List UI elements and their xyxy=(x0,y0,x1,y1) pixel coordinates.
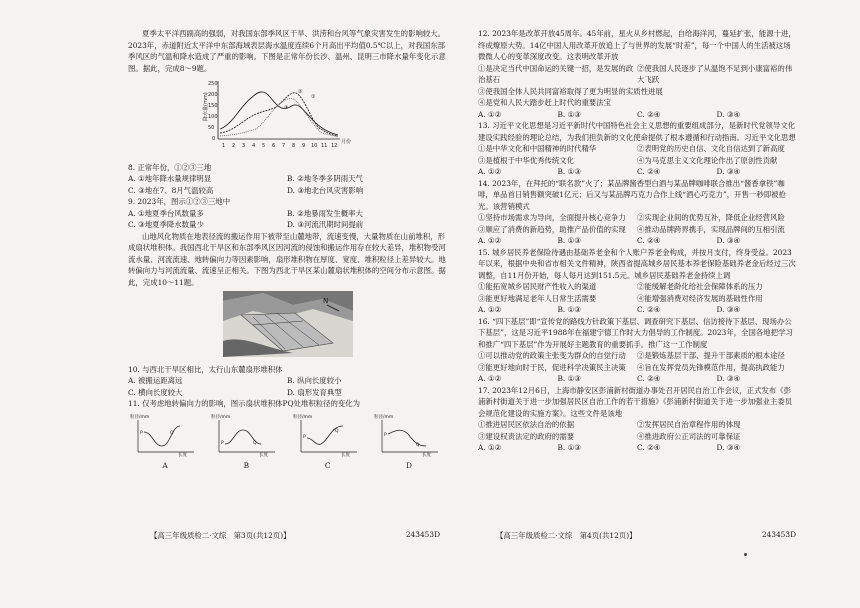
svg-text:长度: 长度 xyxy=(178,452,187,458)
q12-answers xyxy=(478,109,796,121)
q15-option-c[interactable]: C. ②④ xyxy=(637,305,661,314)
left-footer xyxy=(150,530,440,541)
q17-answers xyxy=(478,442,796,454)
ytick: 200 xyxy=(208,92,218,98)
svg-text:P: P xyxy=(140,430,143,436)
q17-option-d[interactable]: D. ③④ xyxy=(716,443,741,452)
q14-answers xyxy=(478,235,796,247)
q15-answers xyxy=(478,304,796,316)
svg-text:Q: Q xyxy=(253,440,257,446)
svg-text:粒径/mm: 粒径/mm xyxy=(130,414,150,420)
q14-item-1: ①坚持市场需求为导向，全面提升核心竞争力 xyxy=(478,213,626,222)
q8-option-a[interactable]: A. ①地年降水量规律明显 xyxy=(128,174,212,183)
xtick: 9 xyxy=(302,143,306,149)
q14-opts-row2 xyxy=(478,224,796,236)
right-footer xyxy=(496,530,796,541)
q16-item-4: ④旨在发挥党员先锋模范作用，提高执政能力 xyxy=(637,362,785,372)
q12-opts-row1 xyxy=(478,63,796,86)
q16-option-a[interactable]: A. ①② xyxy=(478,374,502,383)
q16-option-b[interactable]: B. ①③ xyxy=(557,374,581,383)
x-unit: 月份 xyxy=(341,139,352,145)
q16-opts-row1 xyxy=(478,350,796,362)
right-footer-code: 243453D xyxy=(761,530,796,539)
q13-opts-row1 xyxy=(478,143,796,155)
left-footer-code: 243453D xyxy=(405,530,440,539)
q15-opts-row2 xyxy=(478,293,796,305)
q17-stem: 17. 2023年12月6日，上海市静安区彭浦新村街道办事处召开居民自治工作会议，正式发布《彭浦新村街道关于进一步加强居民区自治工作的若干措施》《彭浦新村街道关于进一步加强业主委员会规范化建设的实施方案》。这些文件是该地 xyxy=(478,385,793,418)
q11-graph-a[interactable] xyxy=(128,412,202,472)
ytick: 150 xyxy=(208,103,218,109)
xtick: 1 xyxy=(222,143,226,149)
q10-option-a[interactable]: A. 被搬运距离远 xyxy=(128,376,183,385)
q16-stem: 16. “四下基层”即“宣传党的路线方针政策下基层、调查研究下基层、信访接待下基层、现场办公下基层”，这是习近平1988年在福建宁德工作时大力倡导的工作制度。2023年，全国各地把学习和推广“四下基层”作为开展好主题教育的重要抓手。推广这一工作制度 xyxy=(478,316,793,349)
alluvial-fan-svg xyxy=(223,291,353,357)
precip-chart xyxy=(198,77,446,159)
q9-option-d[interactable]: D. ③河流汛期时间提前 xyxy=(287,220,364,229)
north-label: N xyxy=(323,297,329,305)
q12-item-4: ④是党和人民大踏步赶上时代的重要法宝 xyxy=(478,98,612,107)
xtick: 12 xyxy=(331,143,338,149)
ytick: 250 xyxy=(208,81,218,87)
q17-option-a[interactable]: A. ①② xyxy=(478,443,502,452)
q17-option-c[interactable]: C. ②④ xyxy=(637,443,661,452)
q8-options-2 xyxy=(128,185,446,197)
svg-text:Q: Q xyxy=(415,442,420,448)
svg-text:粒径/mm: 粒径/mm xyxy=(292,414,312,420)
svg-text:P: P xyxy=(302,434,306,440)
svg-text:粒径/mm: 粒径/mm xyxy=(373,414,394,420)
q13-item-2: ②表明党的历史自信、文化自信达到了新高度 xyxy=(637,144,785,153)
svg-text:长度: 长度 xyxy=(259,452,269,458)
q11-graph-b[interactable] xyxy=(209,412,283,472)
q14-item-3: ③顺应了消费的新趋势，助推产品价值的实现 xyxy=(478,224,626,234)
q12-opts-row2 xyxy=(478,86,796,98)
q17-opts-row2 xyxy=(478,431,796,443)
right-footer-title: 【高三年级质检二·文综 第4页(共12页)】 xyxy=(496,531,637,540)
q8-option-b[interactable]: B. ②地冬季多阴雨天气 xyxy=(287,174,363,183)
q11-graph-d-svg xyxy=(372,412,446,460)
xtick: 8 xyxy=(292,143,296,149)
svg-text:Q: Q xyxy=(334,428,339,434)
q11-stem: 11. 仅考虑地转偏向力的影响，图示扇状堆积体PQ处堆积粒径的变化为 xyxy=(128,399,361,408)
q10-options xyxy=(128,375,446,387)
q12-item-2: ②使我国人民逐步了从温饱不足到小康富裕的伟大飞跃 xyxy=(637,63,793,84)
q17-item-3: ③建设权责法定的政府的需要 xyxy=(478,431,575,441)
q11-graph-a-svg xyxy=(128,412,202,460)
q13-item-3: ③是植根于中华优秀传统文化 xyxy=(478,155,575,165)
q16-option-c[interactable]: C. ②④ xyxy=(637,374,661,383)
q8-option-d[interactable]: D. ③地北台风灾害影响 xyxy=(287,185,364,195)
q13-option-b[interactable]: B. ①③ xyxy=(557,167,581,176)
q9-options xyxy=(128,208,446,220)
q12-item-3: ③使我国全体人民共同富裕取得了更为明显的实质性进展 xyxy=(478,86,663,96)
xtick: 2 xyxy=(232,143,236,149)
q16-opts-row2 xyxy=(478,362,796,374)
svg-text:长度: 长度 xyxy=(340,452,350,458)
left-footer-title: 【高三年级质检二·文综 第3页(共12页)】 xyxy=(150,531,291,540)
q12-option-b[interactable]: B. ①③ xyxy=(557,109,581,119)
ytick: 0 xyxy=(212,136,216,142)
q11-graph-b-svg xyxy=(209,412,283,460)
q13-option-c[interactable]: C. ②④ xyxy=(637,167,661,176)
xtick: 10 xyxy=(311,143,318,149)
q9-options-2 xyxy=(128,219,446,231)
q10-option-d[interactable]: D. 扇形发育典型 xyxy=(287,387,342,397)
q14-option-c[interactable]: C. ②④ xyxy=(637,236,661,245)
q13-item-1: ①是中华文化和中国精神的时代精华 xyxy=(478,144,597,153)
left-page xyxy=(128,28,446,471)
svg-text:Q: Q xyxy=(170,430,174,436)
q17-item-2: ②发挥居民自治章程作用的体现 xyxy=(637,420,741,429)
svg-text:P: P xyxy=(221,440,225,446)
xtick: 6 xyxy=(272,143,276,149)
q8-stem: 8. 正常年份，①②③三地 xyxy=(128,162,212,172)
q14-item-4: ④推动品牌跨界携手，实现品牌间的互相引流 xyxy=(637,224,785,234)
q14-option-a[interactable]: A. ①② xyxy=(478,236,502,245)
q12-stem: 12. 2023年是改革开放45周年。45年前，星火从乡村燃起，自给海洋河，蔓延扩张，能源十进，终成燎原大势。14亿中国人用改革开放追上了与世界的发展“时差”，每一个中国人的生活被这场微微人心的变革深度改变。这表明改革开放 xyxy=(478,29,796,61)
q14-item-2: ②实现企业间的优势互补，降低企业经营风险 xyxy=(637,213,785,222)
q10-option-c[interactable]: C. 横向长度较大 xyxy=(128,387,183,397)
q9-option-b[interactable]: B. ②地暴雨发生概率大 xyxy=(287,208,363,218)
q11-graph-c-tag: C xyxy=(324,460,331,470)
q17-opts-row1 xyxy=(478,419,796,431)
svg-text:长度: 长度 xyxy=(421,452,431,458)
q11-graph-a-tag: A xyxy=(162,460,168,470)
q8-options xyxy=(128,173,446,185)
q11-graph-d-tag: D xyxy=(406,460,412,470)
q8-option-c[interactable]: C. ③地在7、8月气温较高 xyxy=(128,185,214,195)
q16-item-1: ①可以推动党的政策主张变为群众的自觉行动 xyxy=(478,351,626,360)
chart-ylabel: 降水量(mm) xyxy=(203,92,209,121)
svg-text:P: P xyxy=(383,432,387,438)
q13-stem: 13. 习近平文化思想是习近平新时代中国特色社会主义思想的重要组成部分，是新时代党领导文化建设实践经验的理论总结，为我们担负新的文化使命提供了根本遵循和行动指南。习近平文化思想 xyxy=(478,121,796,142)
precip-chart-svg xyxy=(198,77,358,155)
series-2-line xyxy=(220,93,338,136)
q9-option-c[interactable]: C. ③地夏季降水数量少 xyxy=(128,220,204,229)
q15-item-2: ②能缓解老龄化给社会保障体系的压力 xyxy=(637,282,763,291)
xtick: 4 xyxy=(252,143,256,149)
q12-item-1: ①是决定当代中国命运的关键一招，是发展的政治基石 xyxy=(478,63,634,84)
series-mark-3: ③ xyxy=(284,105,289,111)
q15-opts-row1 xyxy=(478,281,796,293)
q11-graph-b-tag: B xyxy=(243,460,250,470)
ytick: 100 xyxy=(208,114,218,120)
intro-10-11: 山地风化物质在地表径流的搬运作用下被带至山麓地带，流速变慢，大量物质在山前堆积，形成扇状堆积体。我国西北干旱区和东部季风区因河流的侵蚀和搬运作用存在较大差异，堆积物受河流水量、河流流速、地转偏向力等因素影响，扇形堆积物在厚度、宽度、堆积粒径上差异较大。地转偏向力与河流流量、流速呈正相关。下图为西北干旱区某山麓扇状堆积体的空间分布示意图。据此，完成10～11题。 xyxy=(128,231,446,287)
series-mark-2: ② xyxy=(298,89,303,95)
ytick: 50 xyxy=(208,125,215,131)
q9-stem: 9. 2023年，图示①②③三地中 xyxy=(128,197,231,206)
scan-speck xyxy=(744,553,747,556)
q15-item-3: ③能更好地满足老年人日常生活需要 xyxy=(478,293,597,303)
q13-option-a[interactable]: A. ①② xyxy=(478,167,502,176)
q12-option-d[interactable]: D. ③④ xyxy=(716,109,741,119)
q17-item-4: ④推进政府公正司法的可靠保证 xyxy=(637,431,741,441)
q11-graph-c[interactable] xyxy=(291,412,365,472)
q13-option-d[interactable]: D. ③④ xyxy=(716,167,741,176)
q10-option-b[interactable]: B. 纵向长度较小 xyxy=(287,376,342,385)
q15-option-b[interactable]: B. ①③ xyxy=(557,305,581,314)
q15-option-a[interactable]: A. ①② xyxy=(478,305,502,314)
q11-graph-d[interactable] xyxy=(372,412,446,472)
q13-opts-row2 xyxy=(478,155,796,167)
q11-graphs xyxy=(128,412,446,472)
q17-option-b[interactable]: B. ①③ xyxy=(557,443,581,452)
q13-answers xyxy=(478,166,796,178)
series-mark-1: ① xyxy=(311,94,316,100)
intro-8-9: 夏季太平洋西副高的强弱，对我国东部季风区干旱、洪涝和台风等气象灾害发生的影响较大。2023年，赤道附近太平洋中东部海域表层海水温度连续6个月高出平均值0.5℃以上，对我国东部季风区的气温和降水造成了严重的影响。下图是正常年份长沙、温州、昆明三市降水量年变化示意图。据此，完成8～9题。 xyxy=(128,29,446,73)
q16-option-d[interactable]: D. ③④ xyxy=(716,374,741,383)
xtick: 3 xyxy=(242,143,246,149)
q17-item-1: ①推进居民区依法自治的依据 xyxy=(478,420,575,429)
q9-option-a[interactable]: A. ①地夏季台风数量多 xyxy=(128,208,204,218)
right-page xyxy=(478,28,796,454)
q16-answers xyxy=(478,373,796,385)
q12-option-a[interactable]: A. ①② xyxy=(478,109,502,119)
q15-item-4: ④能增强消费对经济发展的基础性作用 xyxy=(637,293,763,303)
q14-option-d[interactable]: D. ③④ xyxy=(716,236,741,245)
xtick: 11 xyxy=(321,143,328,149)
q11-graph-c-svg xyxy=(291,412,365,460)
q15-stem: 15. 城乡居民养老保险待遇由基础养老金和个人账户养老金构成，并按月支付，终身受益。2023年以来，根据中央和省市相关文件精神，陕西省提高城乡居民基本养老保险基础养老金后经过三次调整，自11月份开始，每人每月达到151.5元。城乡居民基础养老金持续上调 xyxy=(478,247,796,280)
q14-option-b[interactable]: B. ①③ xyxy=(557,236,581,245)
alluvial-fan-map xyxy=(223,291,446,361)
q14-opts-row1 xyxy=(478,212,796,224)
q15-option-d[interactable]: D. ③④ xyxy=(716,305,741,314)
q16-item-3: ③能更好地向时于民，促进科学决策民主决策 xyxy=(478,362,626,372)
q13-item-4: ④为马克思主义文化理论作出了原创性贡献 xyxy=(637,155,778,165)
q14-stem: 14. 2023年，在拜托的“联名款”火了；某品牌酱香型白酒与某品牌咖啡联合推出“酱香拿铁”咖啡，单品首日销售额突破1亿元；后又与某品牌巧克力合作上线“酒心巧克力”，开售一秒即被抢光。该营销模式 xyxy=(478,178,786,211)
xtick: 7 xyxy=(282,143,286,149)
xtick: 5 xyxy=(262,143,266,149)
q15-item-1: ①能拓宽城乡居民财产性收入的渠道 xyxy=(478,282,597,291)
series-3-line xyxy=(220,99,338,137)
q10-stem: 10. 与西北干旱区相比，太行山东麓扇形堆积体 xyxy=(128,364,283,374)
q12-option-c[interactable]: C. ②④ xyxy=(637,109,661,119)
q10-options-2 xyxy=(128,387,446,399)
svg-text:粒径/mm: 粒径/mm xyxy=(211,414,231,420)
q16-item-2: ②是锻炼基层干部、提升干部素质的根本途径 xyxy=(637,351,785,360)
